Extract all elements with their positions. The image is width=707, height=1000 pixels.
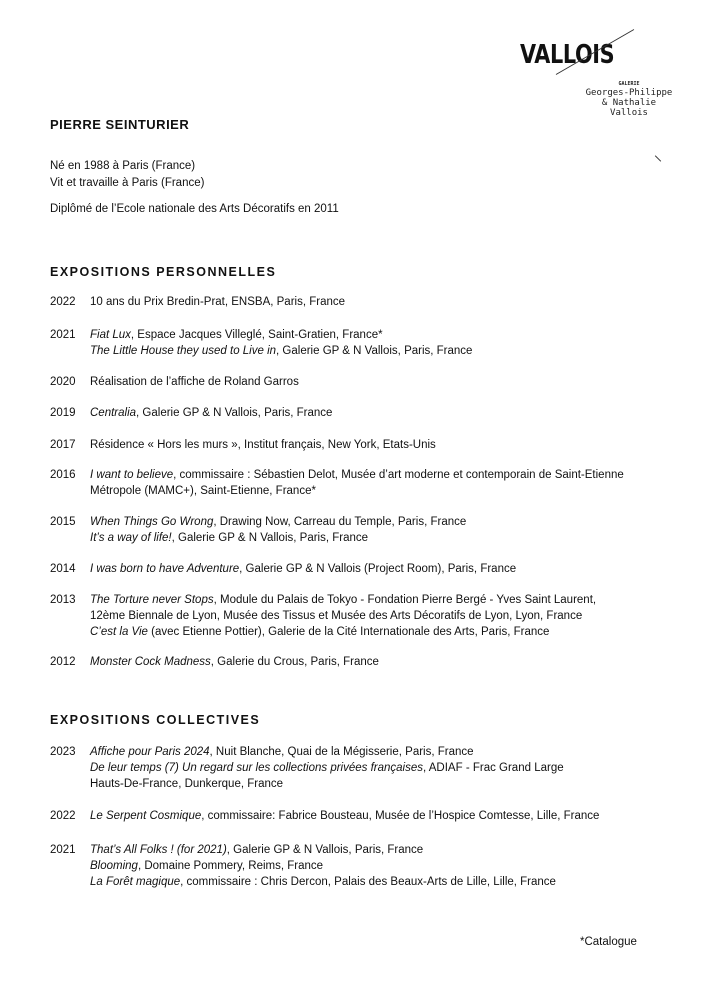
- exhibition-title: It’s a way of life!: [90, 532, 172, 544]
- exhibition-details: , commissaire : Chris Dercon, Palais des Beaux-Arts de Lille, Lille, France: [180, 876, 556, 888]
- exhibition-year: 2014: [50, 563, 76, 575]
- exhibition-details: 12ème Biennale de Lyon, Musée des Tissus et Musée des Arts Décoratifs de Lyon, Lyon, France: [90, 610, 583, 622]
- logo-title: VALLOIS: [520, 40, 615, 70]
- logo-line-3: Vallois: [610, 108, 648, 118]
- logo-subtitle: [584, 80, 674, 118]
- logo-line-1: Georges-Philippe: [585, 88, 673, 98]
- exhibition-details: Réalisation de l’affiche de Roland Garros: [90, 376, 299, 388]
- exhibition-year: 2022: [50, 296, 76, 308]
- section-title-group: EXPOSITIONS COLLECTIVES: [50, 713, 261, 727]
- exhibition-line: [90, 467, 690, 483]
- exhibition-year: 2016: [50, 469, 76, 481]
- exhibition-details: Hauts-De-France, Dunkerque, France: [90, 778, 284, 790]
- exhibition-line: [90, 294, 690, 310]
- exhibition-line: [90, 654, 690, 670]
- exhibition-line: [90, 808, 690, 824]
- exhibition-title: Le Serpent Cosmique: [90, 810, 202, 822]
- exhibition-line: [90, 514, 690, 530]
- exhibition-line: [90, 842, 690, 858]
- exhibition-line: [90, 374, 690, 390]
- exhibition-details: (avec Etienne Pottier), Galerie de la Cité Internationale des Arts, Paris, France: [147, 626, 550, 638]
- exhibition-title: La Forêt magique: [90, 876, 181, 888]
- exhibition-line: [90, 437, 690, 453]
- exhibition-title: I was born to have Adventure: [90, 563, 240, 575]
- logo-tick: [655, 155, 661, 161]
- exhibition-title: De leur temps (7) Un regard sur les collections privées françaises: [90, 762, 423, 774]
- exhibition-line: [90, 608, 690, 624]
- exhibition-line: [90, 343, 690, 359]
- gallery-logo: [520, 40, 673, 140]
- exhibition-year: 2013: [50, 594, 76, 606]
- exhibition-title: Blooming: [90, 860, 138, 872]
- exhibition-details: , Galerie GP & N Vallois, Paris, France: [276, 345, 473, 357]
- exhibition-year: 2015: [50, 516, 76, 528]
- exhibition-title: When Things Go Wrong: [90, 516, 214, 528]
- exhibition-title: Centralia: [90, 407, 137, 419]
- exhibition-title: That’s All Folks ! (for 2021): [90, 844, 227, 856]
- artist-name: PIERRE SEINTURIER: [50, 117, 190, 132]
- exhibition-details: Métropole (MAMC+), Saint-Etienne, France*: [90, 485, 316, 497]
- exhibition-details: , ADIAF - Frac Grand Large: [423, 762, 564, 774]
- exhibition-year: 2023: [50, 746, 76, 758]
- exhibition-line: [90, 561, 690, 577]
- exhibition-title: Monster Cock Madness: [90, 656, 211, 668]
- exhibition-details: Résidence « Hors les murs », Institut français, New York, Etats-Unis: [90, 439, 436, 451]
- exhibition-title: Affiche pour Paris 2024: [90, 746, 210, 758]
- exhibition-title: The Torture never Stops: [90, 594, 214, 606]
- exhibition-year: 2020: [50, 376, 76, 388]
- exhibition-line: [90, 760, 690, 776]
- exhibition-details: , Galerie GP & N Vallois, Paris, France: [136, 407, 333, 419]
- exhibition-line: [90, 327, 690, 343]
- exhibition-year: 2019: [50, 407, 76, 419]
- exhibition-year: 2021: [50, 844, 76, 856]
- exhibition-details: , Galerie GP & N Vallois, Paris, France: [226, 844, 424, 856]
- exhibition-line: [90, 405, 690, 421]
- exhibition-title: The Little House they used to Live in: [90, 345, 277, 357]
- exhibition-details: , commissaire : Sébastien Delot, Musée d’art moderne et contemporain de Saint-Etienne: [173, 469, 624, 481]
- exhibition-line: [90, 483, 690, 499]
- exhibition-line: [90, 592, 690, 608]
- exhibition-year: 2017: [50, 439, 76, 451]
- exhibition-details: , Galerie du Crous, Paris, France: [210, 656, 379, 668]
- exhibition-details: , Galerie GP & N Vallois, Paris, France: [171, 532, 369, 544]
- footnote: *Catalogue: [580, 936, 637, 948]
- exhibition-line: [90, 858, 690, 874]
- exhibition-details: , Espace Jacques Villeglé, Saint-Gratien, France*: [130, 329, 383, 341]
- exhibition-line: [90, 624, 690, 640]
- exhibition-details: 10 ans du Prix Bredin-Prat, ENSBA, Paris, France: [90, 296, 346, 308]
- exhibition-details: , commissaire: Fabrice Bousteau, Musée de l’Hospice Comtesse, Lille, France: [201, 810, 600, 822]
- exhibition-line: [90, 744, 690, 760]
- exhibition-year: 2021: [50, 329, 76, 341]
- logo-line-2: & Nathalie: [601, 98, 657, 108]
- logo-galerie: GALERIE: [618, 81, 640, 87]
- bio-lives: Vit et travaille à Paris (France): [50, 177, 205, 189]
- bio-born: Né en 1988 à Paris (France): [50, 160, 196, 172]
- exhibition-line: [90, 874, 690, 890]
- exhibition-details: , Domaine Pommery, Reims, France: [137, 860, 324, 872]
- bio-diploma: Diplômé de l’Ecole nationale des Arts Décoratifs en 2011: [50, 203, 339, 215]
- exhibition-details: , Module du Palais de Tokyo - Fondation Pierre Bergé - Yves Saint Laurent,: [213, 594, 597, 606]
- exhibition-title: Fiat Lux: [90, 329, 131, 341]
- exhibition-details: , Drawing Now, Carreau du Temple, Paris, France: [213, 516, 467, 528]
- exhibition-year: 2022: [50, 810, 76, 822]
- exhibition-details: , Nuit Blanche, Quai de la Mégisserie, Paris, France: [209, 746, 474, 758]
- exhibition-title: I want to believe: [90, 469, 174, 481]
- exhibition-title: C’est la Vie: [90, 626, 148, 638]
- section-title-solo: EXPOSITIONS PERSONNELLES: [50, 265, 277, 279]
- exhibition-details: , Galerie GP & N Vallois (Project Room), Paris, France: [239, 563, 517, 575]
- exhibition-line: [90, 530, 690, 546]
- exhibition-line: [90, 776, 690, 792]
- exhibition-year: 2012: [50, 656, 76, 668]
